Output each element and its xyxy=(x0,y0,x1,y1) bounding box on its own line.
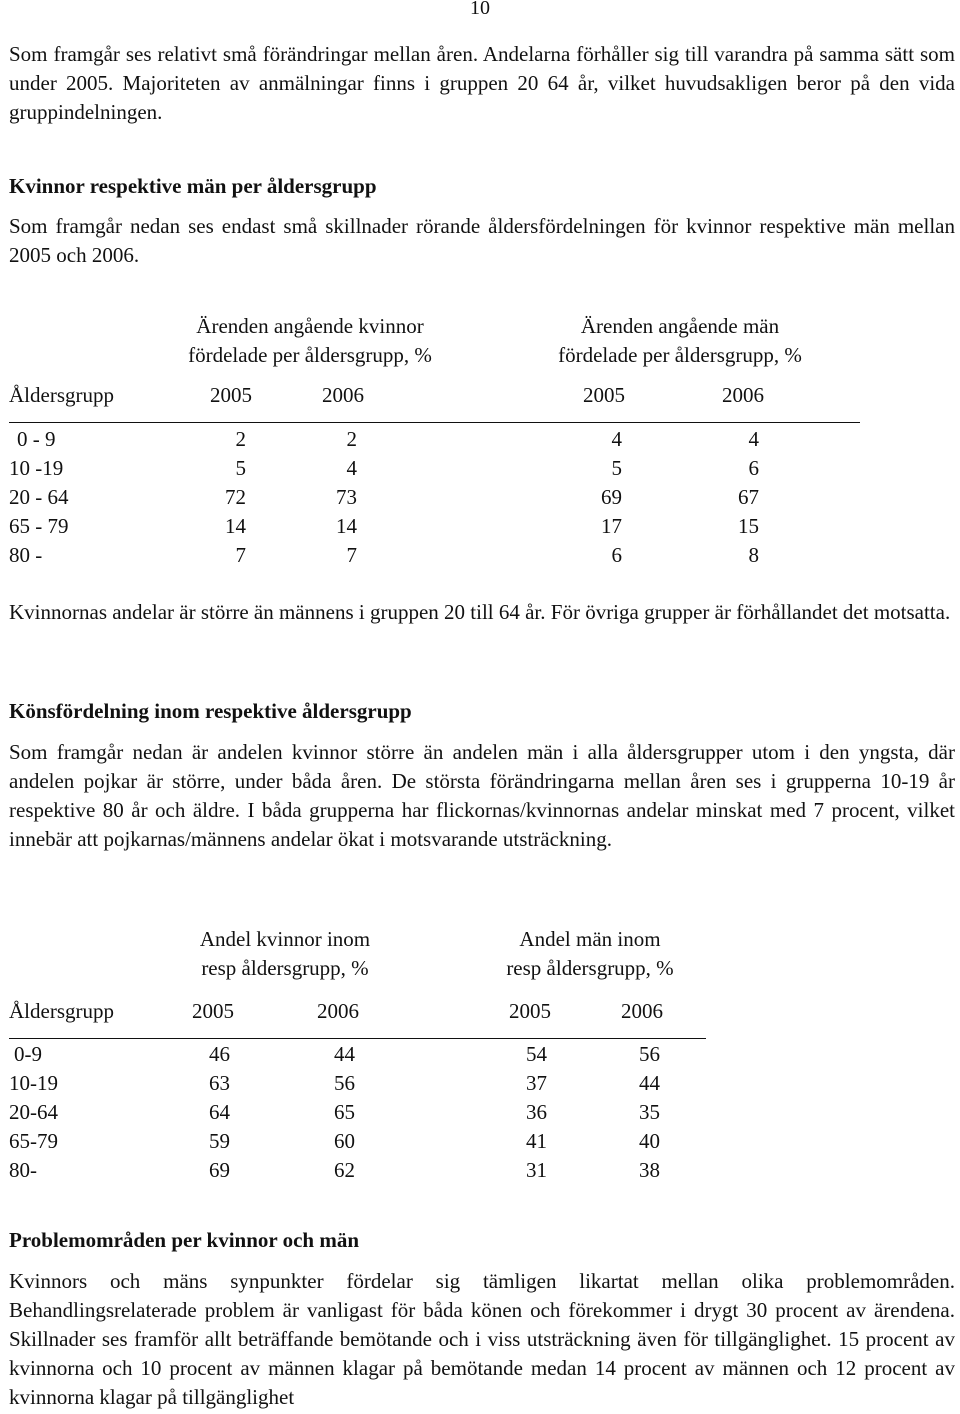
row-label: 65 - 79 xyxy=(9,514,69,538)
cell-value: 44 xyxy=(334,1042,355,1066)
column-header-year: 2005 xyxy=(583,383,625,407)
cell-value: 44 xyxy=(639,1071,660,1095)
cell-value: 63 xyxy=(209,1071,230,1095)
cell-value: 59 xyxy=(209,1129,230,1153)
section-text-age-groups: Som framgår nedan ses endast små skillnader rörande åldersfördelningen för kvinnor respektive män mellan 2005 och 2006. xyxy=(9,214,955,267)
row-label: 20-64 xyxy=(9,1100,58,1124)
cell-value: 62 xyxy=(334,1158,355,1182)
cell-value: 6 xyxy=(748,456,759,480)
column-header-age-group: Åldersgrupp xyxy=(9,383,114,407)
cell-value: 15 xyxy=(738,514,759,538)
header-women-line1: Andel kvinnor inom xyxy=(199,927,371,951)
cell-value: 4 xyxy=(611,427,622,451)
cell-value: 65 xyxy=(334,1100,355,1124)
cell-value: 69 xyxy=(601,485,622,509)
cell-value: 6 xyxy=(611,543,622,567)
row-label: 80- xyxy=(9,1158,37,1182)
cell-value: 64 xyxy=(209,1100,230,1124)
cell-value: 35 xyxy=(639,1100,660,1124)
intro-paragraph: Som framgår ses relativt små förändringar mellan åren. Andelarna förhåller sig till varandra på samma sätt som under 2005. Majoriteten av anmälningar finns i gruppen 20 64 år, vilket huvudsakligen beror på den vida gruppindelningen. xyxy=(9,42,955,124)
row-label: 80 - xyxy=(9,543,43,567)
column-header-year: 2005 xyxy=(210,383,252,407)
cell-value: 31 xyxy=(526,1158,547,1182)
cell-value: 56 xyxy=(334,1071,355,1095)
header-women-line1: Ärenden angående kvinnor xyxy=(196,314,424,338)
header-men-line2: resp åldersgrupp, % xyxy=(506,956,674,980)
cell-value: 72 xyxy=(225,485,246,509)
cell-value: 41 xyxy=(526,1129,547,1153)
cell-value: 67 xyxy=(738,485,759,509)
cell-value: 46 xyxy=(209,1042,230,1066)
column-header-year: 2005 xyxy=(509,999,551,1023)
cell-value: 2 xyxy=(346,427,357,451)
cell-value: 17 xyxy=(601,514,622,538)
cell-value: 36 xyxy=(526,1100,547,1124)
header-men-line2: fördelade per åldersgrupp, % xyxy=(558,343,802,367)
column-header-year: 2006 xyxy=(722,383,764,407)
header-men-line1: Andel män inom xyxy=(519,927,661,951)
cell-value: 2 xyxy=(235,427,246,451)
column-header-year: 2006 xyxy=(621,999,663,1023)
cell-value: 38 xyxy=(639,1158,660,1182)
cell-value: 4 xyxy=(346,456,357,480)
cell-value: 14 xyxy=(225,514,246,538)
section-text-gender-distribution: Som framgår nedan är andelen kvinnor större än andelen män i alla åldersgrupper utom i den yngsta, där andelen pojkar är större, under båda åren. De största förändringarna mellan åren ses i grupperna 10-19 år respektive 80 år och äldre. I båda grupperna har flickornas/kvinnornas andelar minskat med 7 procent, vilket innebär att pojkarnas/männens andelar ökat i motsvarande utsträckning. xyxy=(9,740,955,851)
cell-value: 7 xyxy=(346,543,357,567)
column-header-year: 2005 xyxy=(192,999,234,1023)
cell-value: 4 xyxy=(748,427,759,451)
table-rule xyxy=(9,1038,706,1039)
column-header-age-group: Åldersgrupp xyxy=(9,999,114,1023)
cell-value: 7 xyxy=(235,543,246,567)
header-women-line2: resp åldersgrupp, % xyxy=(201,956,369,980)
row-label: 0-9 xyxy=(14,1042,42,1066)
row-label: 10-19 xyxy=(9,1071,58,1095)
section-heading-problem-areas: Problemområden per kvinnor och män xyxy=(9,1228,360,1252)
cell-value: 56 xyxy=(639,1042,660,1066)
cell-value: 37 xyxy=(526,1071,547,1095)
cell-value: 5 xyxy=(235,456,246,480)
cell-value: 40 xyxy=(639,1129,660,1153)
cell-value: 5 xyxy=(611,456,622,480)
header-men-line1: Ärenden angående män xyxy=(580,314,780,338)
table1-comment: Kvinnornas andelar är större än männens i gruppen 20 till 64 år. För övriga grupper är förhållandet det motsatta. xyxy=(9,600,951,624)
row-label: 20 - 64 xyxy=(9,485,69,509)
page-number: 10 xyxy=(470,0,490,19)
cell-value: 54 xyxy=(526,1042,547,1066)
table-rule xyxy=(9,422,860,423)
section-heading-gender-distribution: Könsfördelning inom respektive åldersgrupp xyxy=(9,699,412,723)
row-label: 0 - 9 xyxy=(17,427,56,451)
cell-value: 60 xyxy=(334,1129,355,1153)
row-label: 10 -19 xyxy=(9,456,64,480)
header-women-line2: fördelade per åldersgrupp, % xyxy=(188,343,432,367)
row-label: 65-79 xyxy=(9,1129,58,1153)
section-heading-age-groups: Kvinnor respektive män per åldersgrupp xyxy=(9,174,377,198)
column-header-year: 2006 xyxy=(317,999,359,1023)
cell-value: 14 xyxy=(336,514,357,538)
cell-value: 73 xyxy=(336,485,357,509)
cell-value: 8 xyxy=(748,543,759,567)
column-header-year: 2006 xyxy=(322,383,364,407)
section-text-problem-areas: Kvinnors och mäns synpunkter fördelar sig tämligen likartat mellan olika problemområden. Behandlingsrelaterade problem är vanligast för båda könen och förekommer i drygt 30 procent av ärendena. Skillnader ses framför allt beträffande bemötande och i viss utsträckning även för tillgänglighet. 15 procent av kvinnorna och 10 procent av männen klagar på bemötande medan 14 procent av männen och 12 procent av kvinnorna klagar på tillgänglighet xyxy=(9,1269,955,1409)
cell-value: 69 xyxy=(209,1158,230,1182)
